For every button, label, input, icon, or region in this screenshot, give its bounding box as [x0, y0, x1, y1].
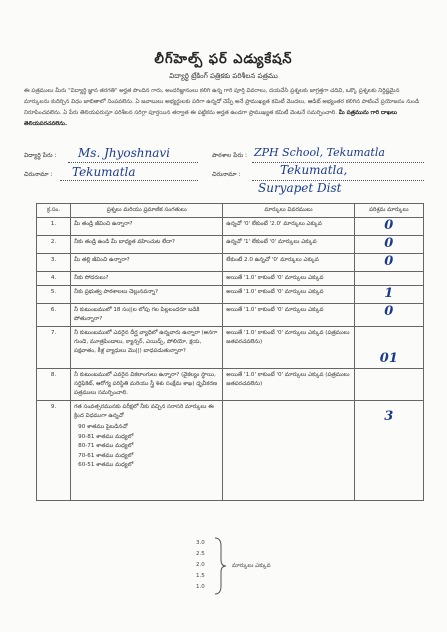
school-district-value[interactable]: Suryapet Dist: [258, 181, 342, 195]
grade-points-label: మార్కులు ఎక్కువ: [232, 563, 271, 569]
row-question: నీ కుటుంబములో 18 సం||ల లోపు గల పిల్లలందరూ బడికి పోతున్నారా?: [71, 304, 223, 327]
row-number: 6.: [37, 304, 71, 327]
row-criteria: అయితే '1.0' కాకుంటే '0' మార్కులు ఎక్కువ: [223, 304, 354, 327]
row-question-grades: [71, 401, 223, 501]
school-address-label: చిరునామా :: [212, 171, 241, 178]
row-mark-cell[interactable]: [354, 272, 423, 286]
grade-list: [74, 423, 219, 471]
handwritten-mark: 1: [384, 286, 394, 301]
grade-item: 90 శాతము పైబడినచో: [78, 424, 128, 430]
grade-points-scale: [196, 540, 205, 595]
row-criteria: అయితే '1.0' కాకుంటే '0' మార్కులు ఎక్కువ: [223, 272, 354, 286]
grade-point: 2.5: [196, 551, 205, 557]
row-mark-cell[interactable]: [354, 254, 423, 272]
handwritten-mark: 0: [384, 254, 394, 269]
row-number: 8.: [37, 369, 71, 401]
student-name-underline: [68, 162, 198, 163]
row-mark-cell[interactable]: [354, 218, 423, 236]
row-question: మీ తండ్రి జీవించి ఉన్నారా?: [71, 218, 223, 236]
row-number: 4.: [37, 272, 71, 286]
row-question: నీ కుటుంబములో ఎవరైన దీర్ఘ వ్యాధిలో ఉన్నవారు ఉన్నారా (అనగా గుండె, మూత్రపిండాలు, క్యాన్సర్, ఎయిడ్స్, పోలియో, క్షయ, పక్షవాతం, కీళ్ల వ్యాధులు మొ||) బాధపడుతున్నారా?: [71, 327, 223, 369]
row-question: నీ కుటుంబములో ఎవరైన వికలాంగులు ఉన్నారా? (వైకల్యం స్థాయి, సర్టిఫికెట్, ఆరోగ్య పరిస్థితి మరియు స్త్రీ శిశు సంక్షేమ శాఖ) ధృవీకరణ పత్రములు సమర్పించాలి.: [71, 369, 223, 401]
row-criteria: అయితే '1.0' కాకుంటే '0' మార్కులు ఎక్కువ (పత్రములు జతపరచవలెను): [223, 369, 354, 401]
row-criteria: ఉన్నచో '1' లేకుంటే '0' మార్కులు ఎక్కువ: [223, 236, 354, 254]
table-row: [37, 218, 424, 236]
table-row: [37, 327, 424, 369]
grade-point: 1.5: [196, 573, 205, 579]
assessment-table: [36, 203, 424, 501]
school-address-value[interactable]: Tekumatla,: [280, 163, 348, 177]
row-mark-cell[interactable]: [354, 236, 423, 254]
row-question: నీకు తండ్రి ఉండి మీ బాధ్యత వహించుట లేదా?: [71, 236, 223, 254]
row-criteria: అయితే '1.0' కాకుంటే '0' మార్కులు ఎక్కువ: [223, 286, 354, 304]
grade-item: 70-61 శాతము మధ్యలో: [78, 452, 134, 459]
handwritten-mark: 01: [379, 351, 398, 366]
table-header-row: [37, 204, 424, 218]
table-row: [37, 369, 424, 401]
form-subtitle: విద్యార్థి ట్రేకింగ్ పత్రికకు పరిశీలన పత్రము: [169, 72, 278, 80]
handwritten-mark: 0: [384, 218, 394, 233]
handwritten-mark: 3: [384, 409, 394, 424]
form-title: లీగ్‌హెల్ప్ ఫర్ ఎడ్యుకేషన్: [154, 52, 293, 67]
row-criteria: అయితే '1.0' కాకుంటే '0' మార్కులు ఎక్కువ (పత్రములు జతపరచవలెను): [223, 327, 354, 369]
row-mark-cell[interactable]: [354, 401, 423, 501]
row-number: 7.: [37, 327, 71, 369]
grade-point: 2.0: [196, 562, 205, 568]
instructions-closing: మీ పత్రమును గారి దాఖలు తెలియపరచవలెను.: [24, 110, 397, 127]
student-name-row: [24, 152, 57, 160]
row-number: 9.: [37, 401, 71, 501]
handwritten-mark: 0: [384, 304, 394, 319]
grade-point: 1.0: [196, 584, 205, 590]
student-name-label: విద్యార్థి పేరు :: [24, 152, 57, 159]
handwritten-mark: 0: [384, 236, 394, 251]
curly-brace-icon: [212, 536, 228, 596]
header-criteria: మార్కులు వివరములు: [223, 204, 354, 218]
header-serial: క్ర.సం.: [37, 204, 71, 218]
student-address-value[interactable]: Tekumatla: [72, 165, 136, 179]
row-mark-cell[interactable]: [354, 304, 423, 327]
grade-item: 80-71 శాతము మధ్యలో: [78, 443, 134, 449]
row-criteria: ఉన్నచో '0' లేకుంటే '2.0' మార్కులు ఎక్కువ: [223, 218, 354, 236]
row-mark-cell[interactable]: [354, 286, 423, 304]
row-mark-cell[interactable]: [354, 369, 423, 401]
grade-item: 60-51 శాతము మధ్యలో: [78, 462, 134, 468]
row-question: మీ తల్లి జీవించి ఉన్నారా?: [71, 254, 223, 272]
student-name-value[interactable]: Ms. Jhyoshnavi: [78, 146, 171, 160]
row-number: 3.: [37, 254, 71, 272]
table-row: [37, 254, 424, 272]
header-marks: పరిశ్రమ మార్కులు: [354, 204, 423, 218]
school-name-value[interactable]: ZPH School, Tekumatla: [254, 146, 385, 159]
grade-point: 3.0: [196, 540, 205, 546]
instructions-text: ఈ పత్రములు మీరు "విద్యార్థి జ్ఞాన తరగతి" అర్హత పొందిన గారు, అందరిజ్ఞానంలు కలిగి ఉన్న గారి పూర్తి వివరాలు, దయచేసి ప్రశ్నలకు జాగ్రత్తగా చదివి, ఒక్కొ ప్రశ్నలకు నిర్దిష్టమైన మార్కులను కుదిర్చిన విధం జాబితాలో నింపవలెను. ఏ జవాబులు అభ్యర్థులకు పరిగా ఉన్నదో చెప్పే అనే ప్రాముఖ్యత కమిటీ మొదలు, ఆడిట్ అభ్యంతర కలిగిన పాటించే ప్రయోజనం నుండి నిరూపించవలెను. ఏ పేరు తెలియపరుస్తూ పరిశీలన సరిగ్గా పూర్తయిన తర్వాత ఈ పట్టికను అర్హత ఉండగా ప్రాముఖ్యత కమిటీ వెంటనే సమర్పించాలి.: [24, 88, 420, 116]
table-row: [37, 304, 424, 327]
header-question: ప్రశ్నలు మరియు ప్రమాణిక సంగతులు: [71, 204, 223, 218]
table-row: [37, 272, 424, 286]
table-row: [37, 286, 424, 304]
row-question: గత సంవత్సరమునకు పరీక్షలో నీకు వచ్చిన సరాసరి మార్కులు ఈ క్రింద విధముగా ఉన్నచో: [74, 404, 214, 419]
student-address-label: చిరునామా :: [24, 171, 53, 178]
row-criteria: లేకుంటే 2.0 ఉన్నచో '0' మార్కులు ఎక్కువ: [223, 254, 354, 272]
grade-item: 90-81 శాతము మధ్యలో: [78, 433, 134, 440]
table-row: [37, 401, 424, 501]
table-row: [37, 236, 424, 254]
row-number: 1.: [37, 218, 71, 236]
row-mark-cell[interactable]: [354, 327, 423, 369]
grade-points-cell: [223, 401, 354, 501]
school-name-label: పాఠశాల పేరు :: [212, 152, 248, 159]
row-number: 5.: [37, 286, 71, 304]
student-address-underline: [60, 180, 198, 181]
instructions-paragraph: [24, 86, 422, 130]
row-number: 2.: [37, 236, 71, 254]
row-question: నీకు సోదరులు?: [71, 272, 223, 286]
row-question: నీకు ప్రభుత్వ పాఠశాలలు చెల్లునవన్నా?: [71, 286, 223, 304]
